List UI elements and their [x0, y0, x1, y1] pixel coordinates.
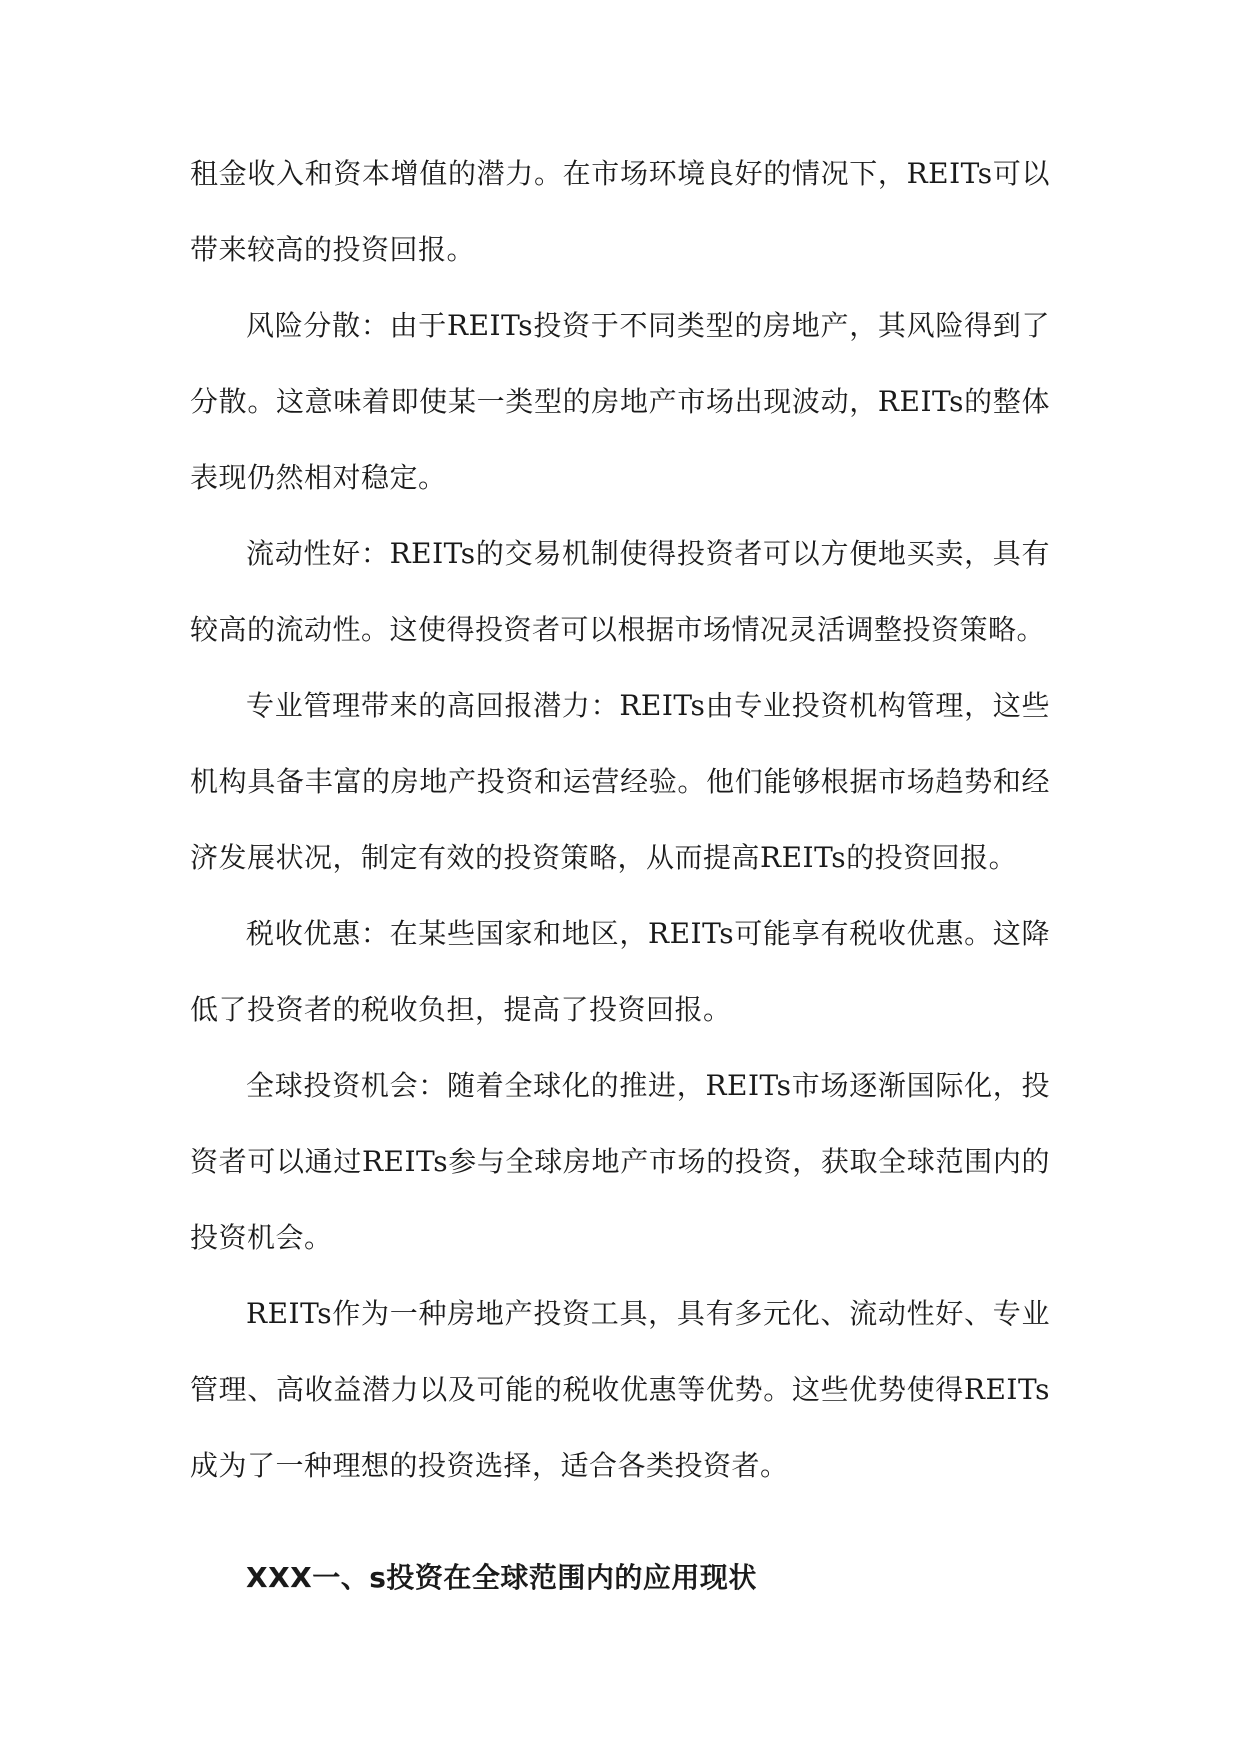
paragraph-liquidity: 流动性好：REITs的交易机制使得投资者可以方便地买卖，具有较高的流动性。这使得投资者可以根据市场情况灵活调整投资策略。 — [190, 537, 1050, 646]
paragraph-continuation: 租金收入和资本增值的潜力。在市场环境良好的情况下，REITs可以带来较高的投资回报。 — [190, 157, 1050, 266]
paragraph-global-opportunities: 全球投资机会：随着全球化的推进，REITs市场逐渐国际化，投资者可以通过REITs参与全球房地产市场的投资，获取全球范围内的投资机会。 — [190, 1069, 1050, 1254]
paragraph-professional-management: 专业管理带来的高回报潜力：REITs由专业投资机构管理，这些机构具备丰富的房地产投资和运营经验。他们能够根据市场趋势和经济发展状况，制定有效的投资策略，从而提高REITs的投资回报。 — [190, 689, 1050, 874]
section-heading: XXX一、s投资在全球范围内的应用现状 — [246, 1561, 757, 1594]
document-page — [190, 136, 1050, 1616]
paragraph-tax-benefits: 税收优惠：在某些国家和地区，REITs可能享有税收优惠。这降低了投资者的税收负担，提高了投资回报。 — [190, 917, 1050, 1026]
paragraph-risk-diversification: 风险分散：由于REITs投资于不同类型的房地产，其风险得到了分散。这意味着即使某一类型的房地产市场出现波动，REITs的整体表现仍然相对稳定。 — [190, 309, 1050, 494]
paragraph-summary: REITs作为一种房地产投资工具，具有多元化、流动性好、专业管理、高收益潜力以及可能的税收优惠等优势。这些优势使得REITs成为了一种理想的投资选择，适合各类投资者。 — [190, 1297, 1050, 1482]
